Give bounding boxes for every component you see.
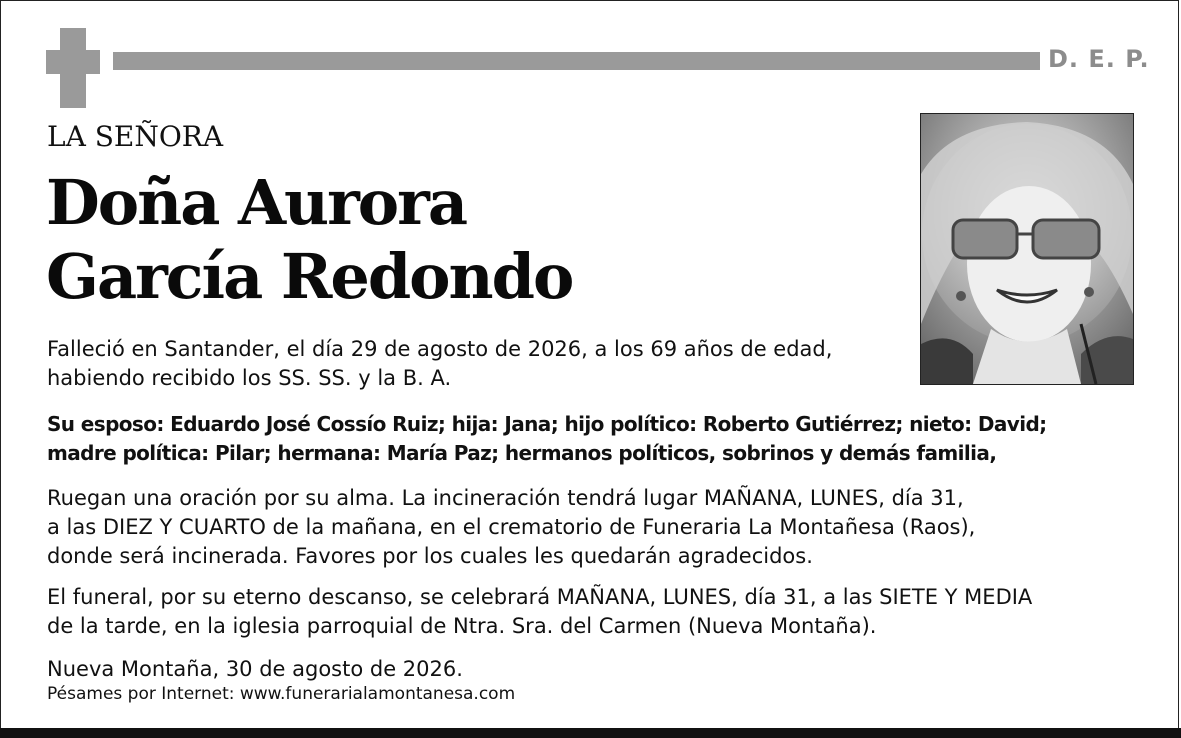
funeral-line: El funeral, por su eterno descanso, se celebrará MAÑANA, LUNES, día 31, a las SIETE Y MEDIA xyxy=(47,585,1033,609)
cremation-line: donde será incinerada. Favores por los cuales les quedarán agradecidos. xyxy=(47,544,813,568)
death-line: Falleció en Santander, el día 29 de agosto de 2026, a los 69 años de edad, xyxy=(47,337,833,361)
bottom-border xyxy=(0,728,1181,738)
family-line: Su esposo: Eduardo José Cossío Ruiz; hija: Jana; hijo político: Roberto Gutiérrez; nieto: David; xyxy=(47,412,1047,436)
condolences-web: Pésames por Internet: www.funerarialamontanesa.com xyxy=(47,684,516,704)
cremation-line: a las DIEZ Y CUARTO de la mañana, en el crematorio de Funeraria La Montañesa (Raos), xyxy=(47,515,976,539)
salutation: LA SEÑORA xyxy=(47,120,224,153)
place-date-text: Nueva Montaña, 30 de agosto de 2026. xyxy=(47,657,463,681)
cremation-line: Ruegan una oración por su alma. La incineración tendrá lugar MAÑANA, LUNES, día 31, xyxy=(47,486,964,510)
place-date xyxy=(47,655,1157,684)
dep-label: D. E. P. xyxy=(1048,45,1150,73)
header-rule xyxy=(113,52,1040,70)
death-announcement xyxy=(47,335,1157,393)
name-line-1: Doña Aurora xyxy=(46,166,466,239)
death-line: habiendo recibido los SS. SS. y la B. A. xyxy=(47,366,452,390)
family-line: madre política: Pilar; hermana: María Paz; hermanos políticos, sobrinos y demás familia, xyxy=(47,441,997,465)
deceased-name xyxy=(46,166,572,314)
cross-icon xyxy=(46,28,100,108)
family-list xyxy=(47,410,1157,468)
funeral-line: de la tarde, en la iglesia parroquial de Ntra. Sra. del Carmen (Nueva Montaña). xyxy=(47,614,877,638)
name-line-2: García Redondo xyxy=(46,240,573,313)
cremation-details xyxy=(47,484,1157,571)
funeral-details xyxy=(47,583,1157,641)
